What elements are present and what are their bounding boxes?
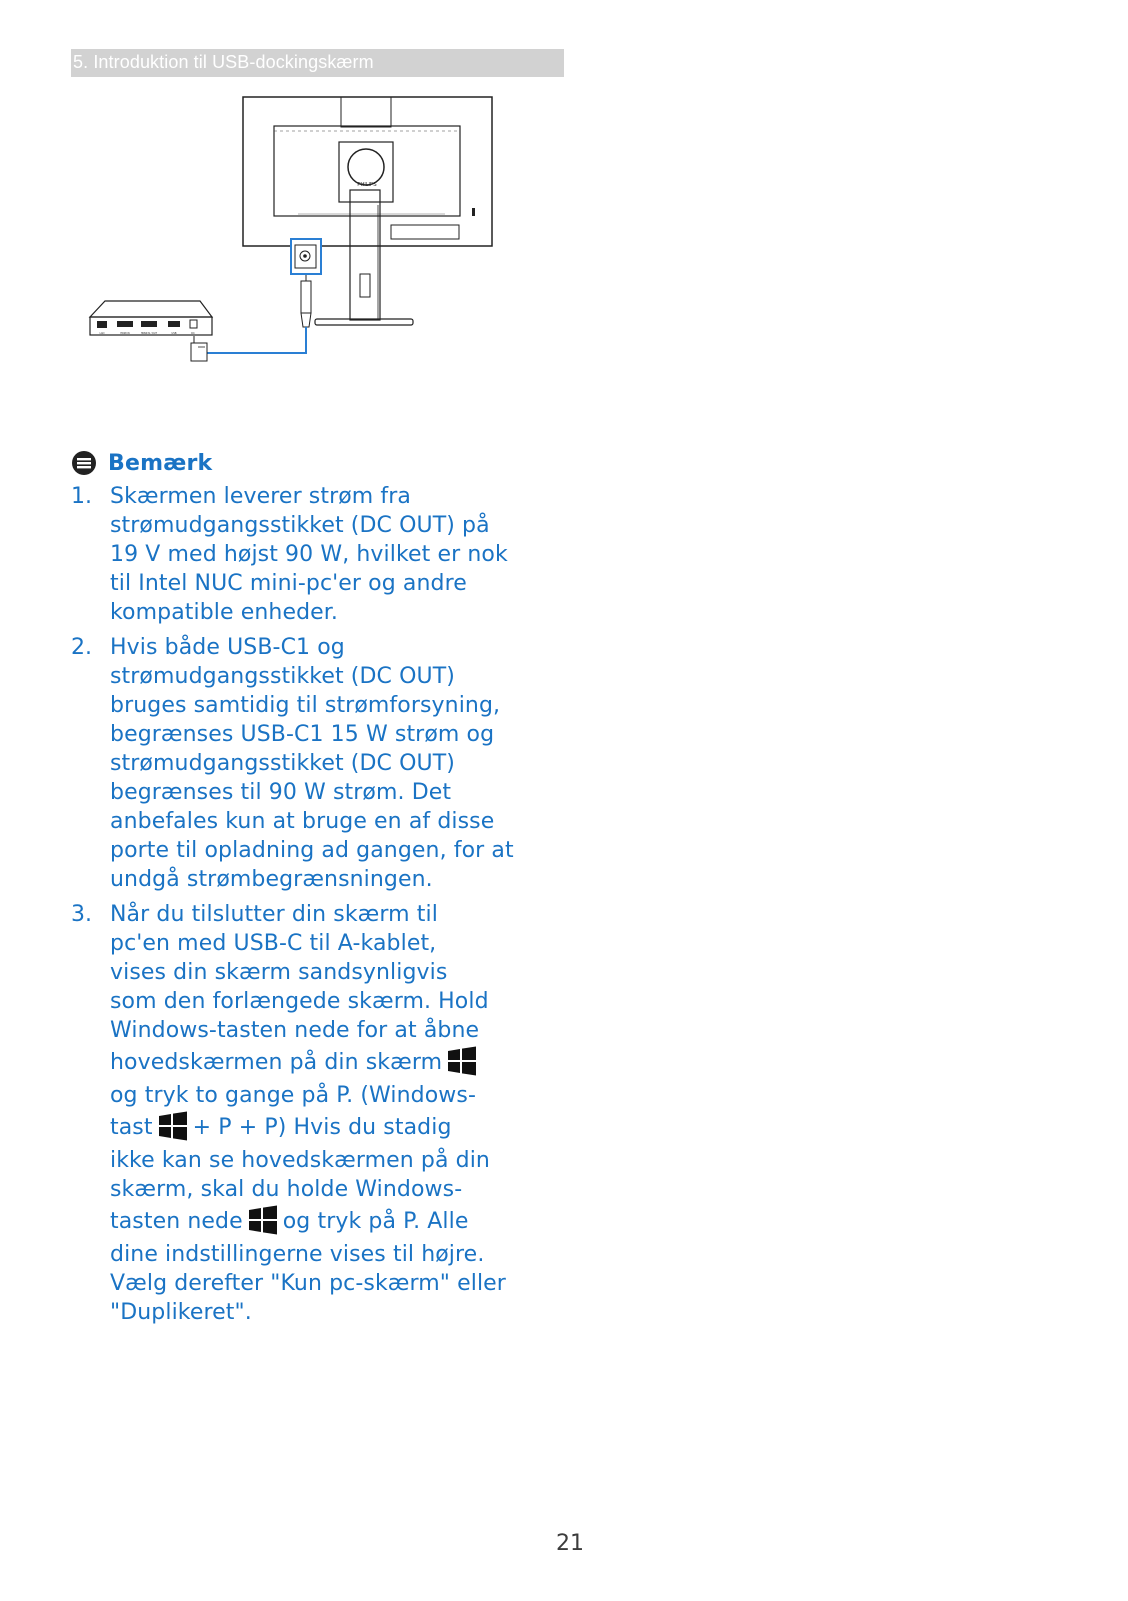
page-number: 21 xyxy=(556,1531,584,1556)
text-line: Windows-tasten nede for at åbne xyxy=(110,1018,480,1043)
dc-plug xyxy=(301,281,311,313)
text-line: bruges samtidig til strømforsyning, xyxy=(110,693,501,718)
text-line: pc'en med USB-C til A-kablet, xyxy=(110,931,437,956)
dock-port-label: LAN xyxy=(99,332,105,335)
text-line: undgå strømbegrænsningen. xyxy=(110,867,433,892)
text-span: hovedskærmen på din skærm xyxy=(110,1050,443,1075)
text-line xyxy=(110,1204,541,1240)
list-number: 1. xyxy=(71,484,92,509)
monitor-top-bracket xyxy=(341,97,391,127)
note-item-1 xyxy=(71,482,541,627)
note-item-3 xyxy=(71,900,541,1327)
text-line: anbefales kun at bruge en af disse xyxy=(110,809,495,834)
text-span: + P + P) Hvis du stadig xyxy=(192,1115,452,1140)
monitor-dock-connection-figure xyxy=(85,95,545,385)
list-number: 3. xyxy=(71,902,92,927)
text-line: 19 V med højst 90 W, hvilket er nok xyxy=(110,542,508,567)
monitor-stand-neck xyxy=(350,190,380,320)
text-line: som den forlængede skærm. Hold xyxy=(110,989,489,1014)
text-line: Vælg derefter "Kun pc-skærm" eller xyxy=(110,1271,506,1296)
note-list xyxy=(71,482,541,1333)
note-heading xyxy=(71,450,212,476)
text-span: tasten nede xyxy=(110,1209,243,1234)
dock-port-label: HDMI IN / OUT xyxy=(140,332,158,335)
text-line: kompatible enheder. xyxy=(110,600,339,625)
dc-cable xyxy=(207,327,306,353)
port-strip xyxy=(391,225,459,239)
section-title: 5. Introduktion til USB-dockingskærm xyxy=(73,52,374,72)
text-line: og tryk to gange på P. (Windows- xyxy=(110,1083,476,1108)
dock-port-label: HDMI IN xyxy=(120,332,130,335)
text-line: begrænses til 90 W strøm. Det xyxy=(110,780,452,805)
text-line: til Intel NUC mini-pc'er og andre xyxy=(110,571,467,596)
text-span: tast xyxy=(110,1115,153,1140)
text-line xyxy=(110,1110,541,1146)
text-line: strømudgangsstikket (DC OUT) på xyxy=(110,513,490,538)
text-line: vises din skærm sandsynligvis xyxy=(110,960,448,985)
text-line: Når du tilslutter din skærm til xyxy=(110,902,438,927)
dock-dc-plug xyxy=(191,343,207,361)
text-line xyxy=(110,1045,541,1081)
windows-key-icon xyxy=(247,1205,279,1235)
windows-key-icon xyxy=(157,1111,189,1141)
text-span: og tryk på P. Alle xyxy=(282,1209,469,1234)
dock-port-label: USB xyxy=(171,332,177,335)
monitor-brand: PHILIPS xyxy=(357,182,377,188)
windows-key-icon xyxy=(446,1046,478,1076)
text-line: "Duplikeret". xyxy=(110,1300,252,1325)
text-line: ikke kan se hovedskærmen på din xyxy=(110,1148,490,1173)
note-item-2 xyxy=(71,633,541,894)
dock-port-label: DC xyxy=(191,332,195,335)
text-line: begrænses USB-C1 15 W strøm og xyxy=(110,722,495,747)
vesa-plate xyxy=(339,142,393,202)
text-line: strømudgangsstikket (DC OUT) xyxy=(110,664,455,689)
note-icon xyxy=(71,450,97,476)
text-line: strømudgangsstikket (DC OUT) xyxy=(110,751,455,776)
text-line: Skærmen leverer strøm fra xyxy=(110,484,411,509)
note-title: Bemærk xyxy=(108,450,213,476)
dock-body xyxy=(90,301,212,317)
text-line: skærm, skal du holde Windows- xyxy=(110,1177,463,1202)
list-number: 2. xyxy=(71,635,92,660)
text-line: Hvis både USB-C1 og xyxy=(110,635,345,660)
text-line: dine indstillingerne vises til højre. xyxy=(110,1242,485,1267)
monitor-back xyxy=(243,97,492,246)
text-line: porte til opladning ad gangen, for at xyxy=(110,838,514,863)
